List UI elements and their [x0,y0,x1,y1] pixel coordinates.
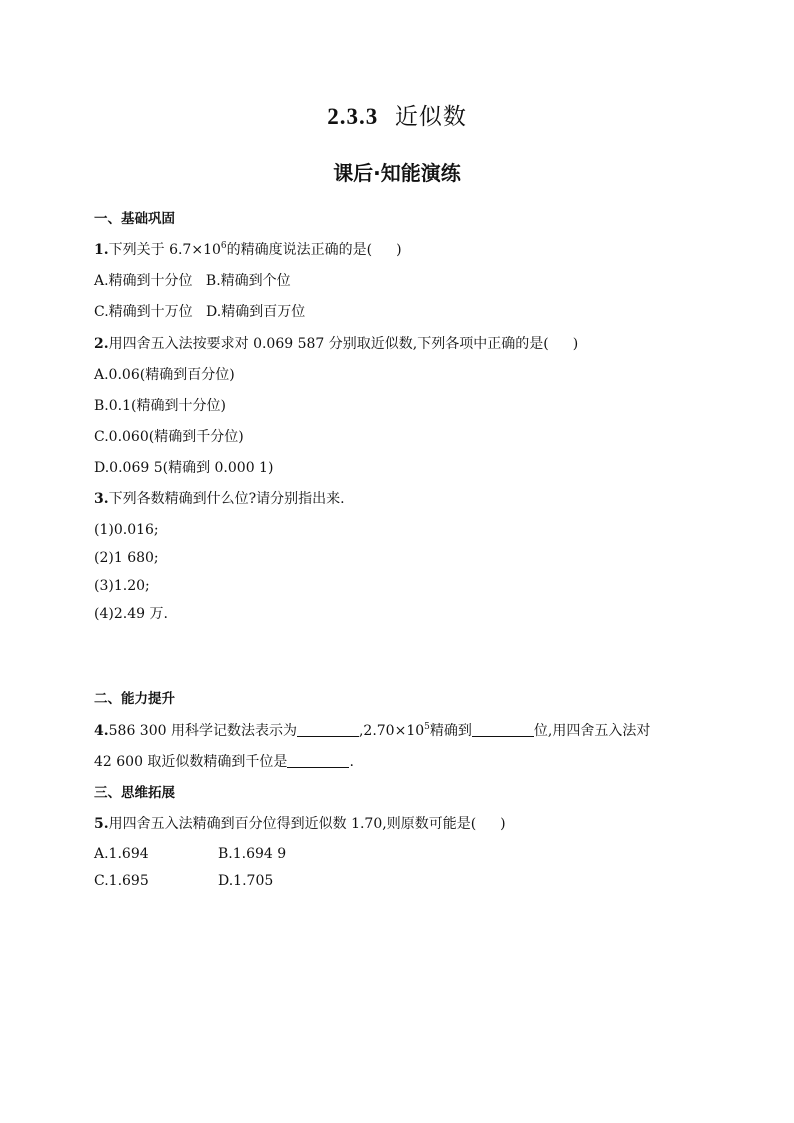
option-c: C.0.060(精确到千分位) [94,429,244,445]
question-number: 3. [94,491,109,507]
question-number: 1. [94,242,109,258]
answer-paren-close: ) [500,816,506,832]
answer-blank[interactable] [287,753,349,768]
answer-blank[interactable] [472,722,534,737]
option-b: B.0.1(精确到十分位) [94,398,226,414]
question-text: 位,用四舍五入法对 [533,723,651,739]
period: . [349,754,354,770]
option-b: B.精确到个位 [205,273,291,289]
question-2 [94,335,578,353]
sub-item-4: (4)2.49 万. [94,606,168,622]
question-text: 下列关于 6.7×10 [108,242,221,258]
sub-item-1: (1)0.016; [94,522,159,538]
question-number: 4. [94,723,109,739]
option-d: D.1.705 [218,873,274,889]
sub-item-3: (3)1.20; [94,578,150,594]
answer-paren-close: ) [396,242,402,258]
question-3 [94,490,345,508]
question-text: ,2.70×10 [358,723,425,739]
question-4-line-1 [94,722,650,740]
option-d: D.精确到百万位 [206,304,306,320]
question-5 [94,815,506,833]
question-1 [94,241,402,259]
question-text: 精确到 [429,723,472,739]
option-a: A.1.694 [94,846,149,862]
exponent: 6 [220,241,227,251]
question-text: 42 600 取近似数精确到千位是 [94,754,288,770]
section-heading-extension: 三、思维拓展 [94,785,175,801]
question-text: 用四舍五入法按要求对 0.069 587 分别取近似数,下列各项中正确的是( [108,336,549,352]
option-b: B.1.694 9 [218,846,287,862]
option-c: C.1.695 [94,873,149,889]
question-number: 2. [94,336,109,352]
question-4-line-2 [94,753,354,771]
sub-item-2: (2)1 680; [94,550,159,566]
question-text: 下列各数精确到什么位?请分别指出来. [108,491,345,507]
exponent: 5 [424,722,430,732]
question-text: 用四舍五入法精确到百分位得到近似数 1.70,则原数可能是( [108,816,477,832]
option-a: A.精确到十分位 [94,273,193,289]
question-5-options-row-1 [94,845,394,863]
question-5-options-row-2 [94,872,394,890]
title-number: 2.3.3 [327,104,379,129]
option-d: D.0.069 5(精确到 0.000 1) [94,460,274,476]
question-1-options-row-1 [94,272,291,290]
title-text: 近似数 [394,104,467,130]
option-a: A.0.06(精确到百分位) [94,367,235,383]
option-c: C.精确到十万位 [94,304,193,320]
section-heading-ability: 二、能力提升 [94,691,175,707]
page-subtitle: 课后·知能演练 [333,161,461,185]
answer-blank[interactable] [297,722,359,737]
answer-paren-close: ) [572,336,579,352]
page-title [0,98,794,131]
section-heading-basic: 一、基础巩固 [94,211,175,227]
question-text: 586 300 用科学记数法表示为 [108,723,297,739]
question-number: 5. [94,816,109,832]
question-1-options-row-2 [94,303,305,321]
question-text: 的精确度说法正确的是( [226,242,373,258]
